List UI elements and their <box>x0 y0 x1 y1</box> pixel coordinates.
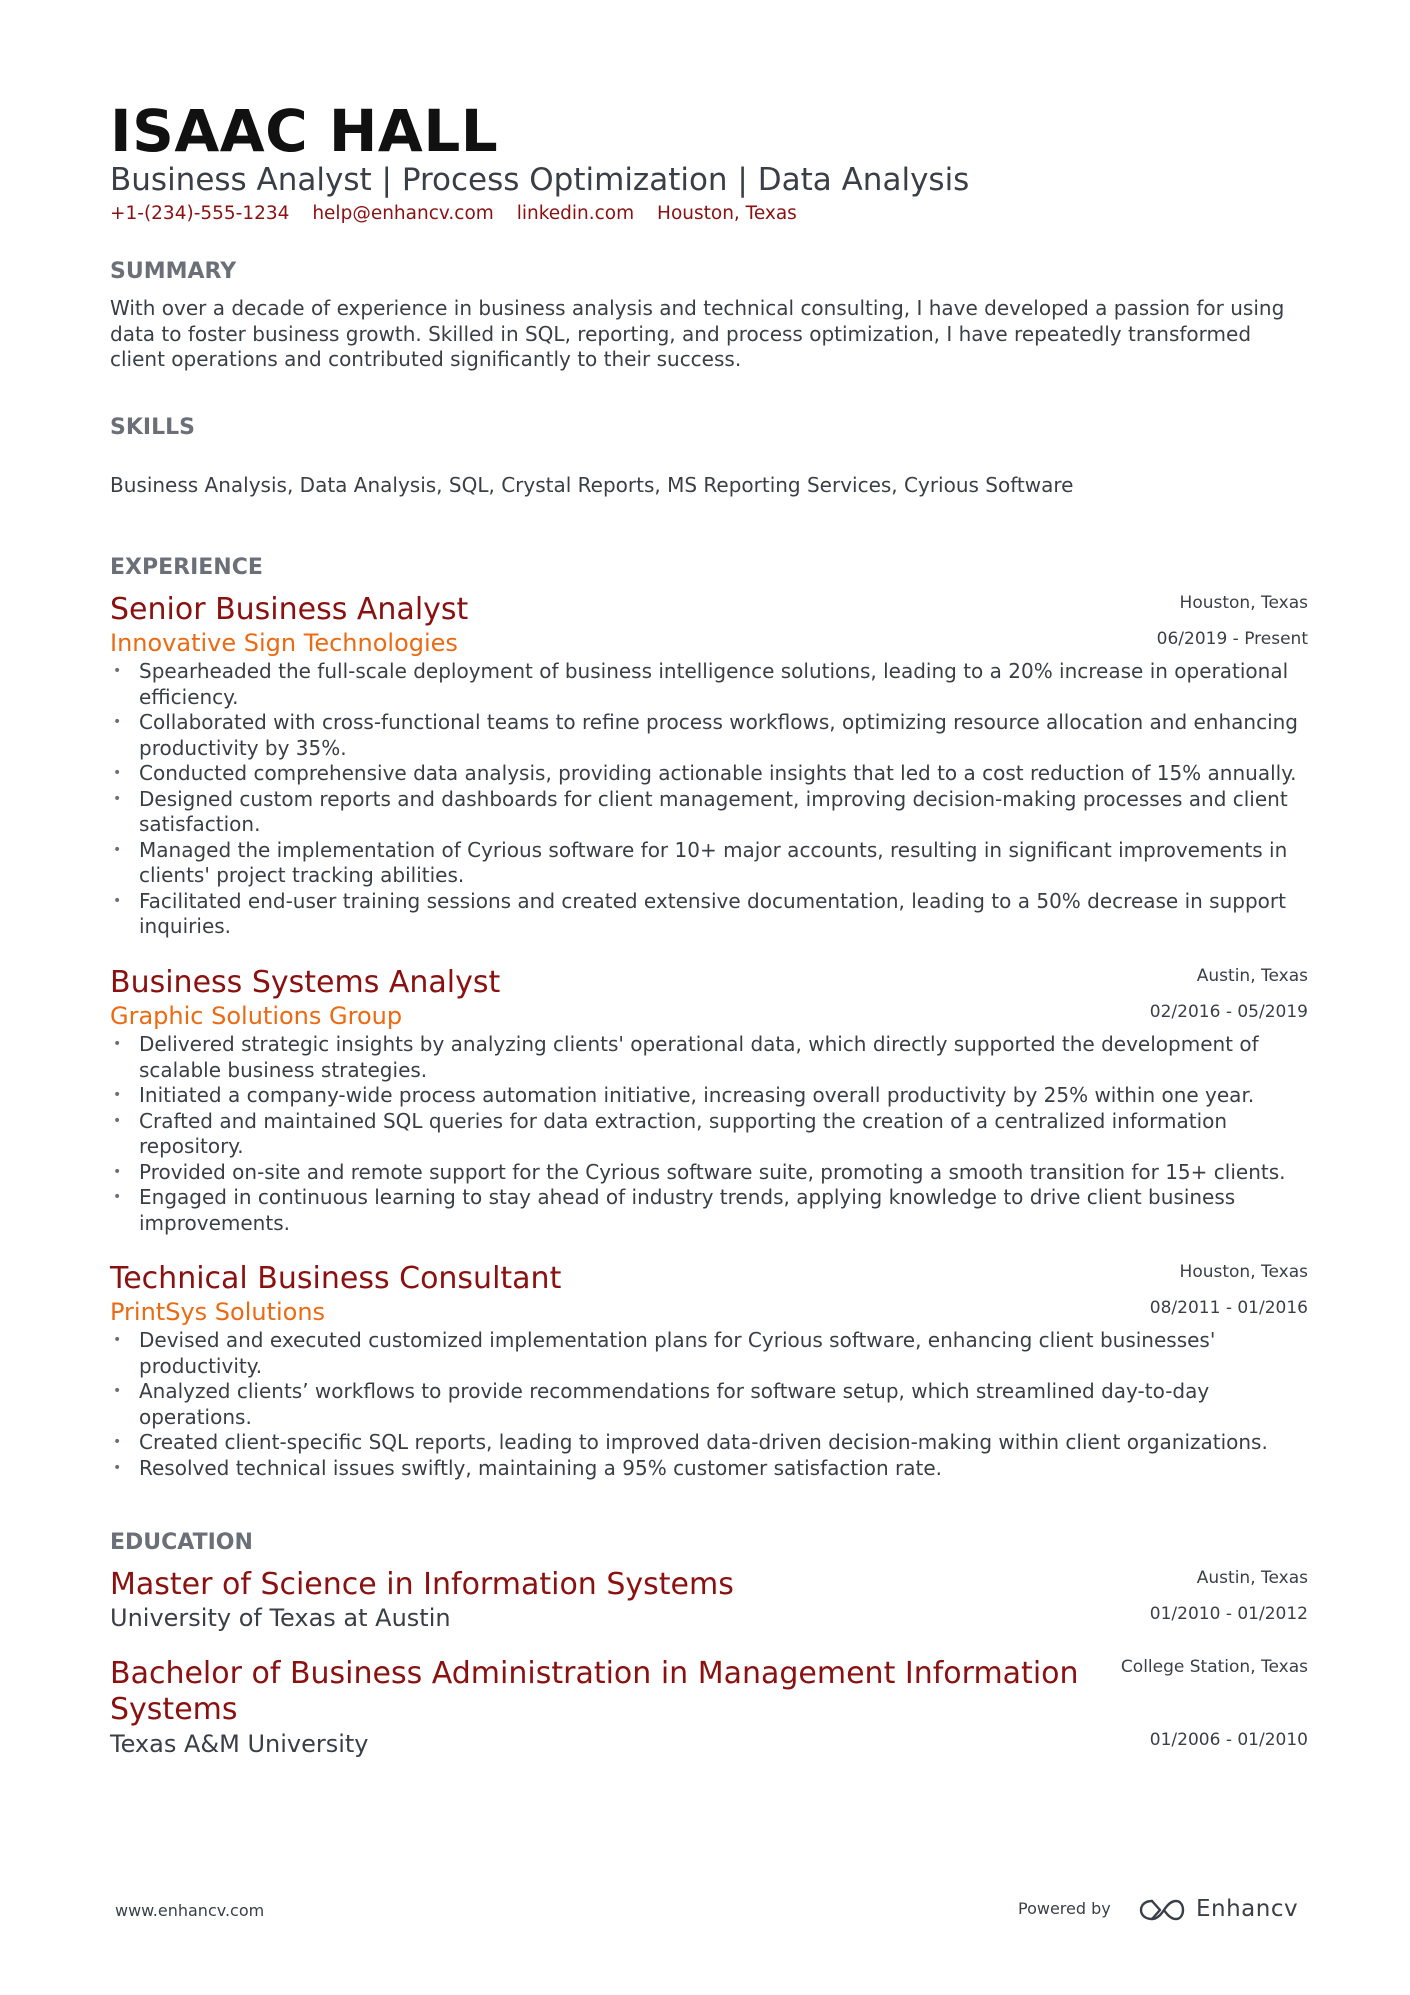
footer-branding[interactable] <box>1018 1893 1298 1927</box>
job-bullet: • Provided on-site and remote support for the Cyrious software suite, promoting a smooth transition for 15+ clients. <box>110 1160 1308 1186</box>
job-dates: 02/2016 - 05/2019 <box>1149 1002 1308 1022</box>
degree-title: Bachelor of Business Administration in Management Information Systems <box>110 1656 1079 1727</box>
job-bullet: • Collaborated with cross-functional teams to refine process workflows, optimizing resource allocation and enhancing productivity by 35%. <box>110 710 1308 761</box>
job-location: Houston, Texas <box>1179 1262 1308 1282</box>
company-name: Graphic Solutions Group <box>110 1002 403 1030</box>
education-heading: EDUCATION <box>110 1530 253 1555</box>
job-bullet: • Designed custom reports and dashboards for client management, improving decision-making processes and client satisfaction. <box>110 787 1308 838</box>
degree-title: Master of Science in Information Systems <box>110 1567 734 1602</box>
education-location: College Station, Texas <box>1120 1657 1308 1677</box>
powered-by-label: Powered by <box>1018 1899 1111 1918</box>
job-dates: 08/2011 - 01/2016 <box>1149 1298 1308 1318</box>
enhancv-logo-icon <box>1138 1897 1186 1923</box>
skills-heading: SKILLS <box>110 415 195 440</box>
job-bullet: • Facilitated end-user training sessions and created extensive documentation, leading to a 50% decrease in support inquiries. <box>110 889 1308 940</box>
job-title: Technical Business Consultant <box>110 1261 562 1296</box>
company-name: Innovative Sign Technologies <box>110 629 458 657</box>
job-bullet: • Engaged in continuous learning to stay ahead of industry trends, applying knowledge to drive client business improvements. <box>110 1185 1308 1236</box>
contact-phone[interactable]: +1-(234)-555-1234 <box>110 203 290 224</box>
job-bullets <box>110 1032 1308 1236</box>
education-dates: 01/2006 - 01/2010 <box>1149 1730 1308 1750</box>
job-location: Houston, Texas <box>1179 593 1308 613</box>
school-name: University of Texas at Austin <box>110 1604 451 1632</box>
job-bullets <box>110 1328 1308 1481</box>
job-bullets <box>110 659 1308 940</box>
job-dates: 06/2019 - Present <box>1156 629 1308 649</box>
job-bullet: • Managed the implementation of Cyrious software for 10+ major accounts, resulting in significant improvements in clients' project tracking abilities. <box>110 838 1308 889</box>
school-name: Texas A&M University <box>110 1730 369 1758</box>
job-location: Austin, Texas <box>1196 966 1308 986</box>
candidate-name: ISAAC HALL <box>110 97 499 165</box>
job-bullet: • Spearheaded the full-scale deployment of business intelligence solutions, leading to a 20% increase in operational efficiency. <box>110 659 1308 710</box>
job-bullet: • Initiated a company-wide process automation initiative, increasing overall productivity by 25% within one year. <box>110 1083 1308 1109</box>
skills-list: Business Analysis, Data Analysis, SQL, Crystal Reports, MS Reporting Services, Cyrious Software <box>110 473 1074 497</box>
job-bullet: • Resolved technical issues swiftly, maintaining a 95% customer satisfaction rate. <box>110 1456 1308 1482</box>
education-location: Austin, Texas <box>1196 1568 1308 1588</box>
candidate-headline: Business Analyst | Process Optimization | Data Analysis <box>110 162 970 198</box>
summary-text: With over a decade of experience in business analysis and technical consulting, I have developed a passion for using data to foster business growth. Skilled in SQL, reporting, and process optimization, I have repeatedly transformed client operations and contributed significantly to their success. <box>110 296 1285 371</box>
job-bullet: • Created client-specific SQL reports, leading to improved data-driven decision-making within client organizations. <box>110 1430 1308 1456</box>
job-bullet: • Conducted comprehensive data analysis, providing actionable insights that led to a cost reduction of 15% annually. <box>110 761 1308 787</box>
footer-website[interactable]: www.enhancv.com <box>115 1901 265 1920</box>
job-bullet: • Devised and executed customized implementation plans for Cyrious software, enhancing client businesses' productivity. <box>110 1328 1308 1379</box>
summary-heading: SUMMARY <box>110 259 237 284</box>
experience-heading: EXPERIENCE <box>110 555 263 580</box>
education-dates: 01/2010 - 01/2012 <box>1149 1604 1308 1624</box>
company-name: PrintSys Solutions <box>110 1298 326 1326</box>
job-bullet: • Delivered strategic insights by analyzing clients' operational data, which directly supported the development of scalable business strategies. <box>110 1032 1308 1083</box>
job-title: Business Systems Analyst <box>110 965 501 1000</box>
contact-email[interactable]: help@enhancv.com <box>312 203 494 224</box>
contact-location: Houston, Texas <box>657 203 797 224</box>
job-bullet: • Analyzed clients’ workflows to provide recommendations for software setup, which streamlined day-to-day operations. <box>110 1379 1308 1430</box>
job-bullet: • Crafted and maintained SQL queries for data extraction, supporting the creation of a centralized information repository. <box>110 1109 1308 1160</box>
job-title: Senior Business Analyst <box>110 592 469 627</box>
enhancv-logo-text: Enhancv <box>1196 1896 1299 1922</box>
contact-line <box>110 200 814 228</box>
contact-linkedin[interactable]: linkedin.com <box>516 203 635 224</box>
